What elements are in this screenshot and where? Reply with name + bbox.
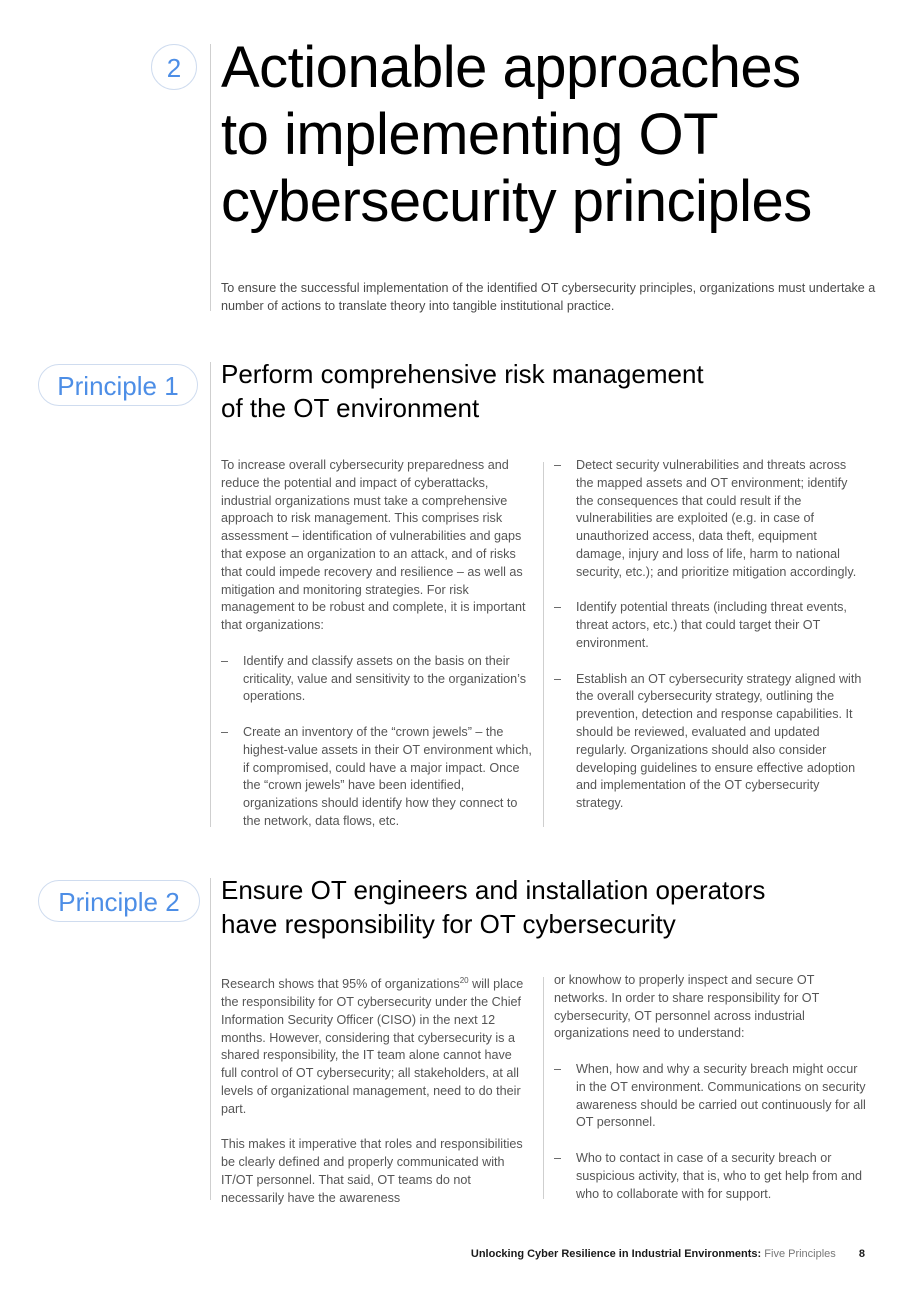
principle-1-label: Principle 1 [57, 371, 179, 401]
principle-1-title [221, 357, 704, 425]
paragraph-text: will place the responsibility for OT cybersecurity under the Chief Information Security Officer (CISO) in the next 12 months. However, considering that cybersecurity is a shared responsibility, the IT team alone cannot have full control of OT cybersecurity; all stakeholders, at all levels of organizational management, need to do their part. [221, 977, 524, 1116]
list-item-text: When, how and why a security breach might occur in the OT environment. Communications on security awareness should be carried out continuously for all OT personnel. [576, 1061, 866, 1130]
principle-2-label: Principle 2 [58, 887, 180, 917]
chapter-title-line: to implementing OT [221, 102, 719, 167]
chapter-title [221, 34, 901, 235]
principle-2-title [221, 873, 765, 941]
principle-1-right-column [554, 457, 866, 813]
chapter-title-line: Actionable approaches [221, 35, 801, 100]
footer-document-title: Unlocking Cyber Resilience in Industrial Environments: [470, 1248, 762, 1260]
list-item [554, 671, 866, 813]
chapter-number-badge [151, 44, 197, 90]
list-item [221, 653, 533, 706]
list-item-text: Identify potential threats (including threat events, threat actors, etc.) that could target their OT environment. [576, 600, 847, 650]
principle-2-divider [210, 878, 211, 1200]
chapter-number: 2 [166, 53, 182, 83]
list-item [554, 457, 866, 582]
dash-bullet: – [554, 671, 562, 686]
list-item [554, 1150, 866, 1203]
principle-2-title-line: have responsibility for OT cybersecurity [221, 909, 676, 939]
dash-bullet: – [554, 1061, 562, 1076]
principle-1-divider [210, 362, 211, 827]
principle-1-title-line: Perform comprehensive risk management [221, 359, 704, 389]
chapter-divider [210, 44, 211, 311]
paragraph-text: Research shows that 95% of organizations [221, 977, 460, 992]
principle-1-title-line: of the OT environment [221, 393, 480, 423]
principle-2-column-divider [543, 977, 544, 1199]
list-item-text: Identify and classify assets on the basis on their criticality, value and sensitivity to the organization’s operations. [243, 653, 527, 704]
chapter-title-line: cybersecurity principles [221, 169, 812, 234]
principle-1-column-divider [543, 462, 544, 827]
principle-1-left-column [221, 457, 533, 831]
list-item-text: Establish an OT cybersecurity strategy aligned with the overall cybersecurity strategy, outlining the prevention, detection and response capabilities. It should be reviewed, evaluated and updated regularly. Organizations should also consider developing guidelines to ensure effective adoption and implementation of the OT cybersecurity strategy. [576, 671, 862, 811]
footer-subtitle: Five Principles [764, 1248, 836, 1260]
page-number: 8 [858, 1248, 865, 1260]
principle-2-list [554, 1061, 866, 1203]
principle-2-paragraph-3: or knowhow to properly inspect and secure OT networks. In order to share responsibility for OT cybersecurity, OT personnel across industrial organizations need to understand: [554, 973, 820, 1041]
dash-bullet: – [554, 1150, 562, 1165]
dash-bullet: – [554, 458, 562, 472]
principle-2-badge [38, 880, 200, 922]
principle-1-paragraph: To increase overall cybersecurity preparedness and reduce the potential and impact of cyberattacks, industrial organizations must take a comprehensive approach to risk management. This comprises risk assessment – identification of vulnerabilities and gaps that expose an organization to an attack, and of risks that could impede recovery and resilience – as well as mitigation and monitoring strategies. For risk management to be robust and complete, it is important that organizations: [221, 458, 526, 633]
principle-1-left-list [221, 653, 533, 831]
list-item-text: Who to contact in case of a security breach or suspicious activity, that is, who to get help from and who to collaborate with for support. [576, 1150, 863, 1201]
list-item [221, 724, 533, 831]
list-item-text: Detect security vulnerabilities and threats across the mapped assets and OT environment; identify the consequences that could result if the vulnerabilities are exploited (e.g. in case of unauthorized access, data theft, equipment damage, injury and loss of life, harm to national security, etc.); and prioritize mitigation accordingly. [576, 458, 857, 579]
list-item [554, 1061, 866, 1132]
principle-1-right-list [554, 457, 866, 813]
principle-2-paragraph-2: This makes it imperative that roles and responsibilities be clearly defined and properly communicated with IT/OT personnel. That said, OT teams do not necessarily have the awareness [221, 1137, 523, 1205]
dash-bullet: – [221, 653, 229, 668]
principle-2-paragraph-1 [221, 972, 531, 1119]
principle-1-badge [38, 364, 198, 406]
chapter-intro: To ensure the successful implementation of the identified OT cybersecurity principles, organizations must undertake a number of actions to translate theory into tangible institutional practice. [221, 281, 876, 313]
principle-2-title-line: Ensure OT engineers and installation operators [221, 875, 766, 905]
page-footer [471, 1248, 865, 1260]
list-item [554, 599, 866, 652]
principle-2-right-column [554, 972, 866, 1203]
dash-bullet: – [554, 600, 562, 615]
principle-2-left-column [221, 972, 531, 1225]
list-item-text: Create an inventory of the “crown jewels” – the highest-value assets in their OT environment which, if compromised, could have a major impact. Once the “crown jewels” have been identified, organizations should identify how they connect to the network, data flows, etc. [243, 724, 532, 828]
dash-bullet: – [221, 724, 229, 739]
footnote-ref: 20 [459, 976, 469, 985]
